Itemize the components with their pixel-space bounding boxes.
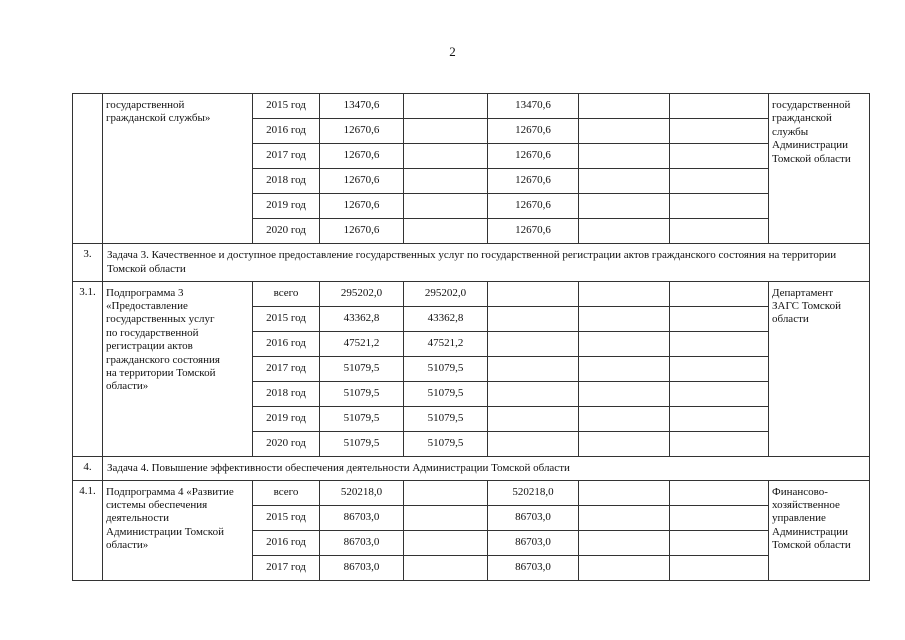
total-value: 13470,6 (343, 99, 380, 112)
total-value: 520218,0 (340, 485, 383, 498)
executor-cell: Финансово- хозяйственное управление Администрации Томской области (769, 480, 870, 580)
total-federal-cell (320, 331, 488, 356)
local-cell (579, 119, 670, 144)
extrabudget-cell (670, 555, 769, 580)
task-row (73, 456, 870, 480)
year-cell: 2020 год (253, 219, 320, 244)
extrabudget-cell (670, 306, 769, 331)
total-value: 47521,2 (343, 336, 380, 349)
total-federal-cell (320, 480, 488, 505)
regional-cell (488, 381, 579, 406)
year-cell: 2015 год (253, 306, 320, 331)
extrabudget-cell (670, 356, 769, 381)
total-federal-cell (320, 356, 488, 381)
regional-value: 86703,0 (488, 555, 579, 580)
subprogram-name-cell: Подпрограмма 4 «Развитие системы обеспечения деятельности Администрации Томской области» (103, 480, 253, 580)
extrabudget-cell (670, 505, 769, 530)
local-cell (579, 431, 670, 456)
task-row (73, 244, 870, 282)
total-value: 51079,5 (343, 386, 380, 399)
year-cell: всего (253, 480, 320, 505)
total-federal-cell (320, 219, 488, 244)
row-number-cell: 4.1. (73, 480, 103, 580)
federal-value: 295202,0 (403, 282, 487, 306)
row-number-cell: 3.1. (73, 281, 103, 456)
regional-cell (488, 406, 579, 431)
year-cell: 2016 год (253, 530, 320, 555)
regional-cell (488, 431, 579, 456)
year-cell: 2016 год (253, 331, 320, 356)
year-cell: 2018 год (253, 381, 320, 406)
total-value: 295202,0 (340, 286, 383, 299)
total-value: 51079,5 (343, 411, 380, 424)
total-federal-cell (320, 406, 488, 431)
local-cell (579, 144, 670, 169)
extrabudget-cell (670, 331, 769, 356)
local-cell (579, 331, 670, 356)
local-cell (579, 281, 670, 306)
local-cell (579, 480, 670, 505)
extrabudget-cell (670, 530, 769, 555)
table-row (73, 480, 870, 505)
subprogram-name-cell: государственной гражданской службы» (103, 94, 253, 244)
regional-value: 13470,6 (488, 94, 579, 119)
total-federal-cell (320, 194, 488, 219)
regional-value: 86703,0 (488, 530, 579, 555)
total-value: 12670,6 (343, 224, 380, 237)
year-cell: 2016 год (253, 119, 320, 144)
executor-cell: государственной гражданской службы Администрации Томской области (769, 94, 870, 244)
regional-value: 86703,0 (488, 505, 579, 530)
table-row (73, 281, 870, 306)
local-cell (579, 219, 670, 244)
local-cell (579, 530, 670, 555)
local-cell (579, 306, 670, 331)
federal-value: 47521,2 (403, 332, 487, 356)
extrabudget-cell (670, 94, 769, 119)
local-cell (579, 194, 670, 219)
year-cell: 2015 год (253, 94, 320, 119)
extrabudget-cell (670, 281, 769, 306)
total-federal-cell (320, 306, 488, 331)
year-cell: 2020 год (253, 431, 320, 456)
regional-cell (488, 356, 579, 381)
year-cell: 2017 год (253, 356, 320, 381)
regional-value: 12670,6 (488, 144, 579, 169)
regional-cell (488, 281, 579, 306)
total-federal-cell (320, 94, 488, 119)
year-cell: 2019 год (253, 194, 320, 219)
total-federal-cell (320, 555, 488, 580)
regional-value: 12670,6 (488, 119, 579, 144)
regional-value: 12670,6 (488, 219, 579, 244)
local-cell (579, 381, 670, 406)
extrabudget-cell (670, 144, 769, 169)
year-cell: 2017 год (253, 144, 320, 169)
extrabudget-cell (670, 431, 769, 456)
year-cell: 2018 год (253, 169, 320, 194)
subprogram-name-cell: Подпрограмма 3 «Предоставление государственных услуг по государственной регистрации актов гражданского состояния на территории Томской области» (103, 281, 253, 456)
federal-value: 51079,5 (403, 382, 487, 406)
regional-value: 12670,6 (488, 169, 579, 194)
total-value: 86703,0 (343, 560, 380, 573)
extrabudget-cell (670, 169, 769, 194)
total-federal-cell (320, 169, 488, 194)
local-cell (579, 356, 670, 381)
executor-cell: Департамент ЗАГС Томской области (769, 281, 870, 456)
regional-value: 12670,6 (488, 194, 579, 219)
task-text: Задача 4. Повышение эффективности обеспечения деятельности Администрации Томской области (103, 456, 870, 480)
year-cell: 2015 год (253, 505, 320, 530)
total-value: 12670,6 (343, 174, 380, 187)
local-cell (579, 555, 670, 580)
total-value: 12670,6 (343, 124, 380, 137)
local-cell (579, 505, 670, 530)
total-value: 43362,8 (343, 311, 380, 324)
year-cell: всего (253, 281, 320, 306)
regional-cell (488, 331, 579, 356)
federal-value: 43362,8 (403, 307, 487, 331)
year-cell: 2019 год (253, 406, 320, 431)
page-number: 2 (449, 44, 456, 59)
total-value: 12670,6 (343, 149, 380, 162)
extrabudget-cell (670, 119, 769, 144)
total-federal-cell (320, 381, 488, 406)
total-value: 86703,0 (343, 535, 380, 548)
extrabudget-cell (670, 219, 769, 244)
total-value: 51079,5 (343, 361, 380, 374)
extrabudget-cell (670, 480, 769, 505)
local-cell (579, 406, 670, 431)
total-federal-cell (320, 431, 488, 456)
federal-value: 51079,5 (403, 357, 487, 381)
total-value: 86703,0 (343, 510, 380, 523)
task-text: Задача 3. Качественное и доступное предоставление государственных услуг по государственной регистрации актов гражданского состояния на территории Томской области (103, 244, 870, 282)
total-value: 51079,5 (343, 436, 380, 449)
total-federal-cell (320, 530, 488, 555)
task-number: 3. (73, 244, 103, 282)
total-federal-cell (320, 119, 488, 144)
year-cell: 2017 год (253, 555, 320, 580)
extrabudget-cell (670, 381, 769, 406)
table-row (73, 94, 870, 119)
local-cell (579, 94, 670, 119)
regional-cell (488, 306, 579, 331)
local-cell (579, 169, 670, 194)
task-number: 4. (73, 456, 103, 480)
federal-value: 51079,5 (403, 432, 487, 456)
federal-value: 51079,5 (403, 407, 487, 431)
regional-value: 520218,0 (488, 480, 579, 505)
extrabudget-cell (670, 406, 769, 431)
total-value: 12670,6 (343, 199, 380, 212)
total-federal-cell (320, 144, 488, 169)
extrabudget-cell (670, 194, 769, 219)
row-number-cell (73, 94, 103, 244)
program-funding-table (72, 93, 870, 581)
total-federal-cell (320, 505, 488, 530)
total-federal-cell (320, 281, 488, 306)
